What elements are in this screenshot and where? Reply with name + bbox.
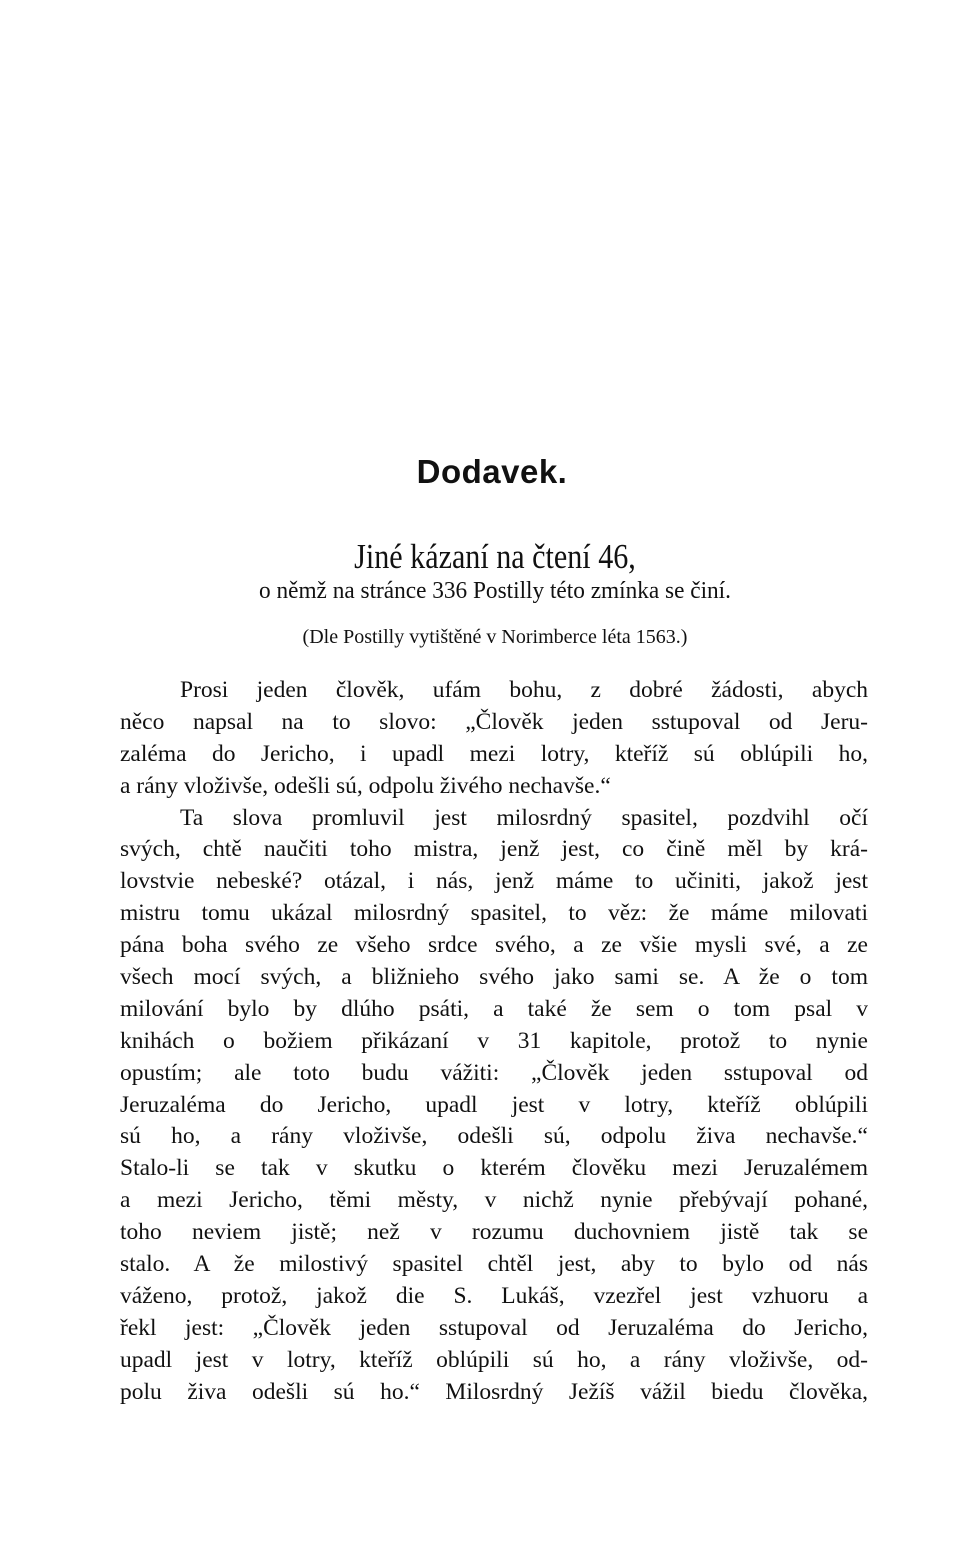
text-line: lovstvie nebeské? otázal, i nás, jenž máme to učiniti, jakož jest xyxy=(120,868,868,895)
text-line: milování bylo by dlúho psáti, a také že sem o tom psal v xyxy=(120,995,868,1022)
text-line: knihách o božiem přikázaní v 31 kapitole, protož to nynie xyxy=(120,1027,868,1054)
text-line: pána boha svého ze všeho srdce svého, a ze všie mysli své, a ze xyxy=(120,932,868,959)
text-line: váženo, protož, jakož die S. Lukáš, vzezřel jest vzhuoru a xyxy=(120,1282,868,1309)
text-line: zaléma do Jericho, i upadl mezi lotry, kteříž sú oblúpili ho, xyxy=(120,740,868,767)
text-line: toho neviem jistě; než v rozumu duchovniem jistě tak se xyxy=(120,1219,868,1246)
text-line: stalo. A že milostivý spasitel chtěl jest, aby to bylo od nás xyxy=(120,1251,868,1278)
text-line: upadl jest v lotry, kteříž oblúpili sú ho, a rány vloživše, od- xyxy=(120,1346,868,1373)
text-line: Ta slova promluvil jest milosrdný spasitel, pozdvihl očí xyxy=(180,804,868,831)
text-line: a rány vloživše, odešli sú, odpolu živého nechavše.“ xyxy=(120,772,611,799)
source-note: (Dle Postilly vytištěné v Norimberce léta 1563.) xyxy=(302,626,688,648)
text-line: sú ho, a rány vloživše, odešli sú, odpolu živa nechavše.“ xyxy=(120,1123,868,1150)
body-text xyxy=(120,675,868,1408)
text-line: polu živa odešli sú ho.“ Milosrdný Ježíš vážil biedu člověka, xyxy=(120,1378,868,1405)
text-line: všech mocí svých, a bližnieho svého jako sami se. A že o tom xyxy=(120,964,868,991)
sermon-subtitle: o němž na stránce 336 Postilly této zmínka se činí. xyxy=(259,578,731,604)
section-heading: Dodavek. xyxy=(416,453,568,490)
text-line: a mezi Jericho, těmi městy, v nichž nynie přebývají pohané, xyxy=(120,1187,868,1214)
text-line: mistru tomu ukázal milosrdný spasitel, to věz: že máme milovati xyxy=(120,900,868,927)
text-line: něco napsal na to slovo: „Člověk jeden sstupoval od Jeru- xyxy=(120,708,868,735)
text-line: Stalo-li se tak v skutku o kterém člověku mezi Jeruzalémem xyxy=(120,1155,868,1182)
text-line: svých, chtě naučiti toho mistra, jenž jest, co čině měl by krá- xyxy=(120,836,868,863)
text-line: Prosi jeden člověk, ufám bohu, z dobré žádosti, abych xyxy=(180,677,868,703)
sermon-title: Jiné kázaní na čtení 46, xyxy=(354,537,636,576)
text-line: řekl jest: „Člověk jeden sstupoval od Jeruzaléma do Jericho, xyxy=(120,1314,868,1341)
text-line: opustím; ale toto budu vážiti: „Člověk jeden sstupoval od xyxy=(120,1059,868,1086)
text-line: Jeruzaléma do Jericho, upadl jest v lotry, kteříž oblúpili xyxy=(120,1091,868,1118)
